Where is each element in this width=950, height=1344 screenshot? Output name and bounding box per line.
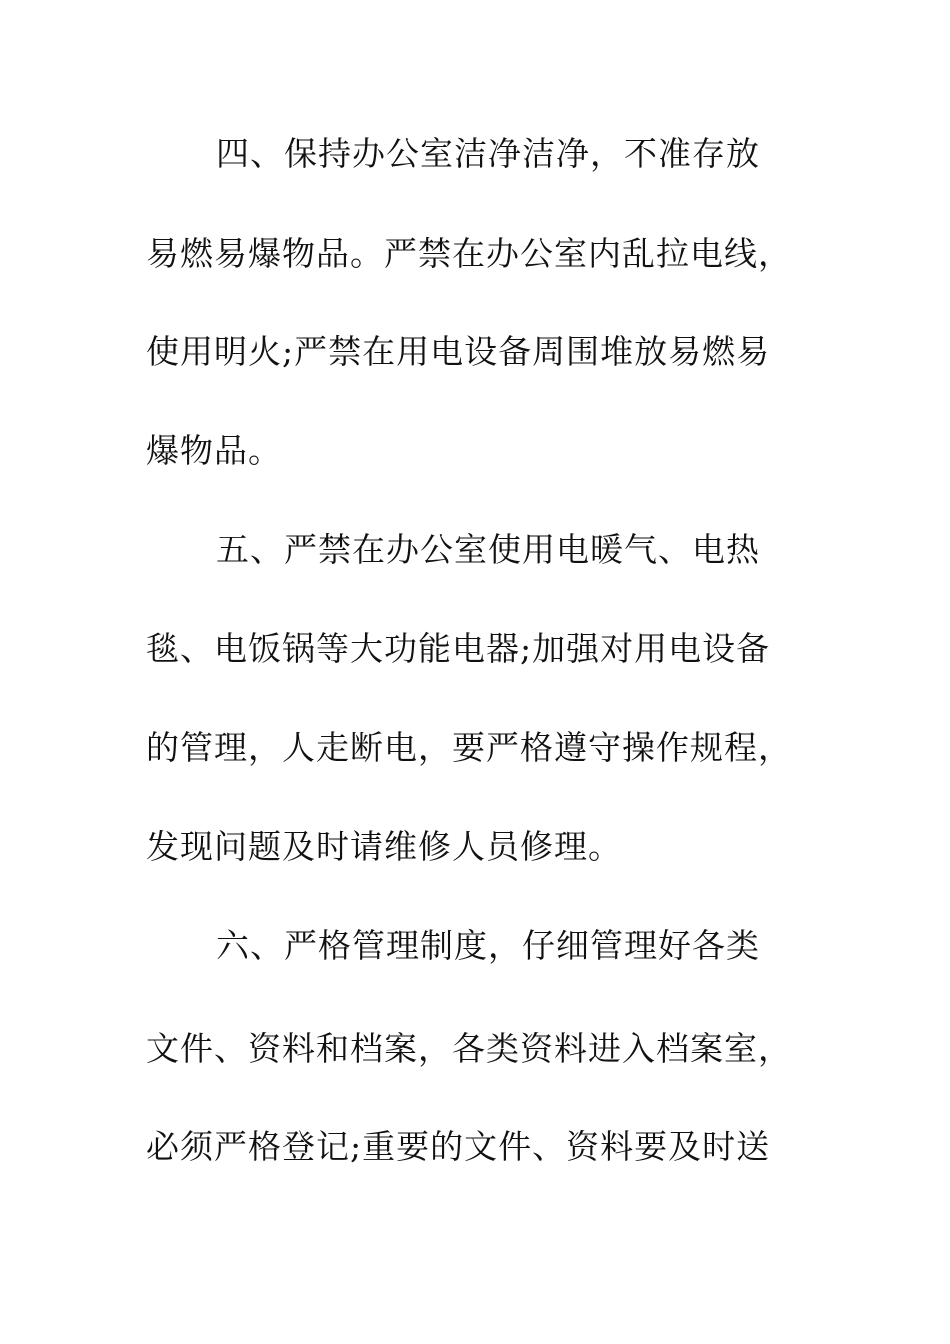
paragraph-5-line-1: 五、严禁在办公室使用电暖气、电热 <box>216 530 760 569</box>
paragraph-5-line-4: 发现问题及时请维修人员修理。 <box>146 827 622 866</box>
paragraph-4-line-3: 使用明火;严禁在用电设备周围堆放易燃易 <box>146 332 771 371</box>
paragraph-6-line-2: 文件、资料和档案，各类资料进入档案室， <box>146 1029 792 1068</box>
paragraph-5-line-3: 的管理，人走断电，要严格遵守操作规程， <box>146 728 792 767</box>
paragraph-6-line-3: 必须严格登记;重要的文件、资料要及时送 <box>146 1127 771 1166</box>
paragraph-4-line-4: 爆物品。 <box>146 431 282 470</box>
paragraph-6-line-1: 六、严格管理制度，仔细管理好各类 <box>216 926 760 965</box>
paragraph-4-line-2: 易燃易爆物品。严禁在办公室内乱拉电线， <box>146 234 792 273</box>
paragraph-5-line-2: 毯、电饭锅等大功能电器;加强对用电设备 <box>146 629 771 668</box>
paragraph-4-line-1: 四、保持办公室洁净洁净，不准存放 <box>216 134 760 173</box>
